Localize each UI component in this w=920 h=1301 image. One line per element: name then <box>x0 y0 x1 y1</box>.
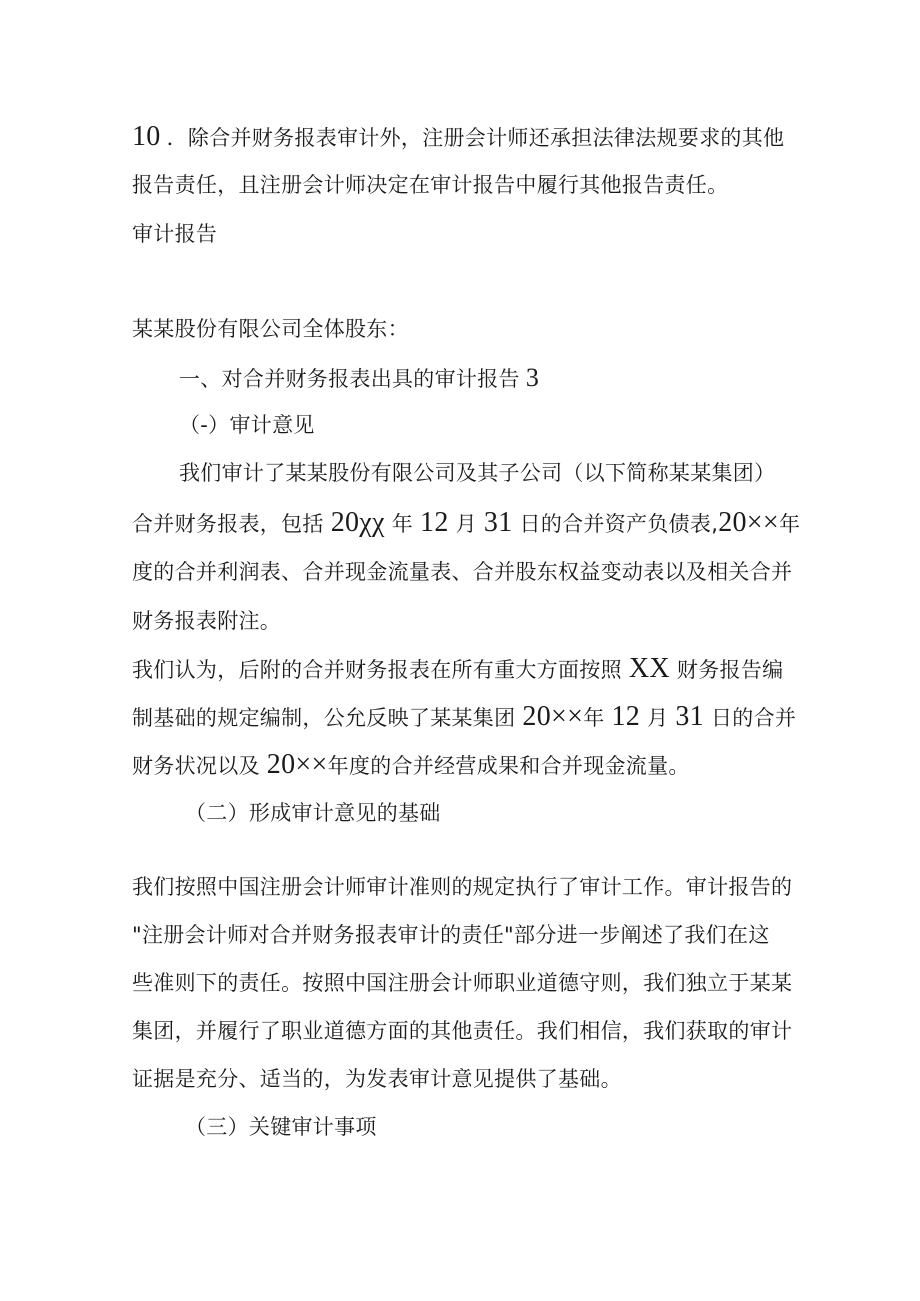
basis-line-3: 些准则下的责任。按照中国注册会计师职业道德守则，我们独立于某某 <box>132 971 793 995</box>
sub-2-heading: （二）形成审计意见的基础 <box>185 801 441 825</box>
addressee: 某某股份有限公司全体股东： <box>132 317 409 341</box>
basis-line-5: 证据是充分、适当的，为发表审计意见提供了基础。 <box>132 1067 622 1091</box>
basis-line-4: 集团，并履行了职业道德方面的其他责任。我们相信，我们获取的审计 <box>132 1019 793 1043</box>
footnote-marker: 3 <box>525 363 540 392</box>
basis-line-2: "注册会计师对合并财务报表审计的责任"部分进一步阐述了我们在这 <box>132 923 770 947</box>
opinion-p1-line-4: 财务报表附注。 <box>132 609 282 633</box>
opinion-p1-line-3: 度的合并利润表、合并现金流量表、合并股东权益变动表以及相关合并 <box>132 560 793 584</box>
item-10-line-1: 10 ．除合并财务报表审计外，注册会计师还承担法律法规要求的其他 <box>132 121 785 152</box>
section-1-heading: 一、对合并财务报表出具的审计报告 3 <box>179 363 540 392</box>
opinion-p2-line-3: 财务状况以及 20××年度的合并经营成果和合并现金流量。 <box>132 749 690 780</box>
report-title: 审计报告 <box>132 222 218 246</box>
item-number: 10 <box>132 121 161 152</box>
opinion-p2-line-2: 制基础的规定编制，公允反映了某某集团 20××年 12 月 31 日的合并 <box>132 701 797 732</box>
opinion-p2-line-1: 我们认为，后附的合并财务报表在所有重大方面按照 XX 财务报告编 <box>132 653 784 684</box>
sub-1-heading: （-）审计意见 <box>179 413 315 437</box>
basis-line-1: 我们按照中国注册会计师审计准则的规定执行了审计工作。审计报告的 <box>132 875 793 899</box>
sub-3-heading: （三）关键审计事项 <box>185 1115 377 1139</box>
opinion-p1-line-1: 我们审计了某某股份有限公司及其子公司（以下简称某某集团） <box>179 461 776 485</box>
opinion-p1-line-2: 合并财务报表，包括 20χχ 年 12 月 31 日的合并资产负债表,20××年 <box>132 507 801 538</box>
item-10-line-2: 报告责任，且注册会计师决定在审计报告中履行其他报告责任。 <box>132 173 729 197</box>
